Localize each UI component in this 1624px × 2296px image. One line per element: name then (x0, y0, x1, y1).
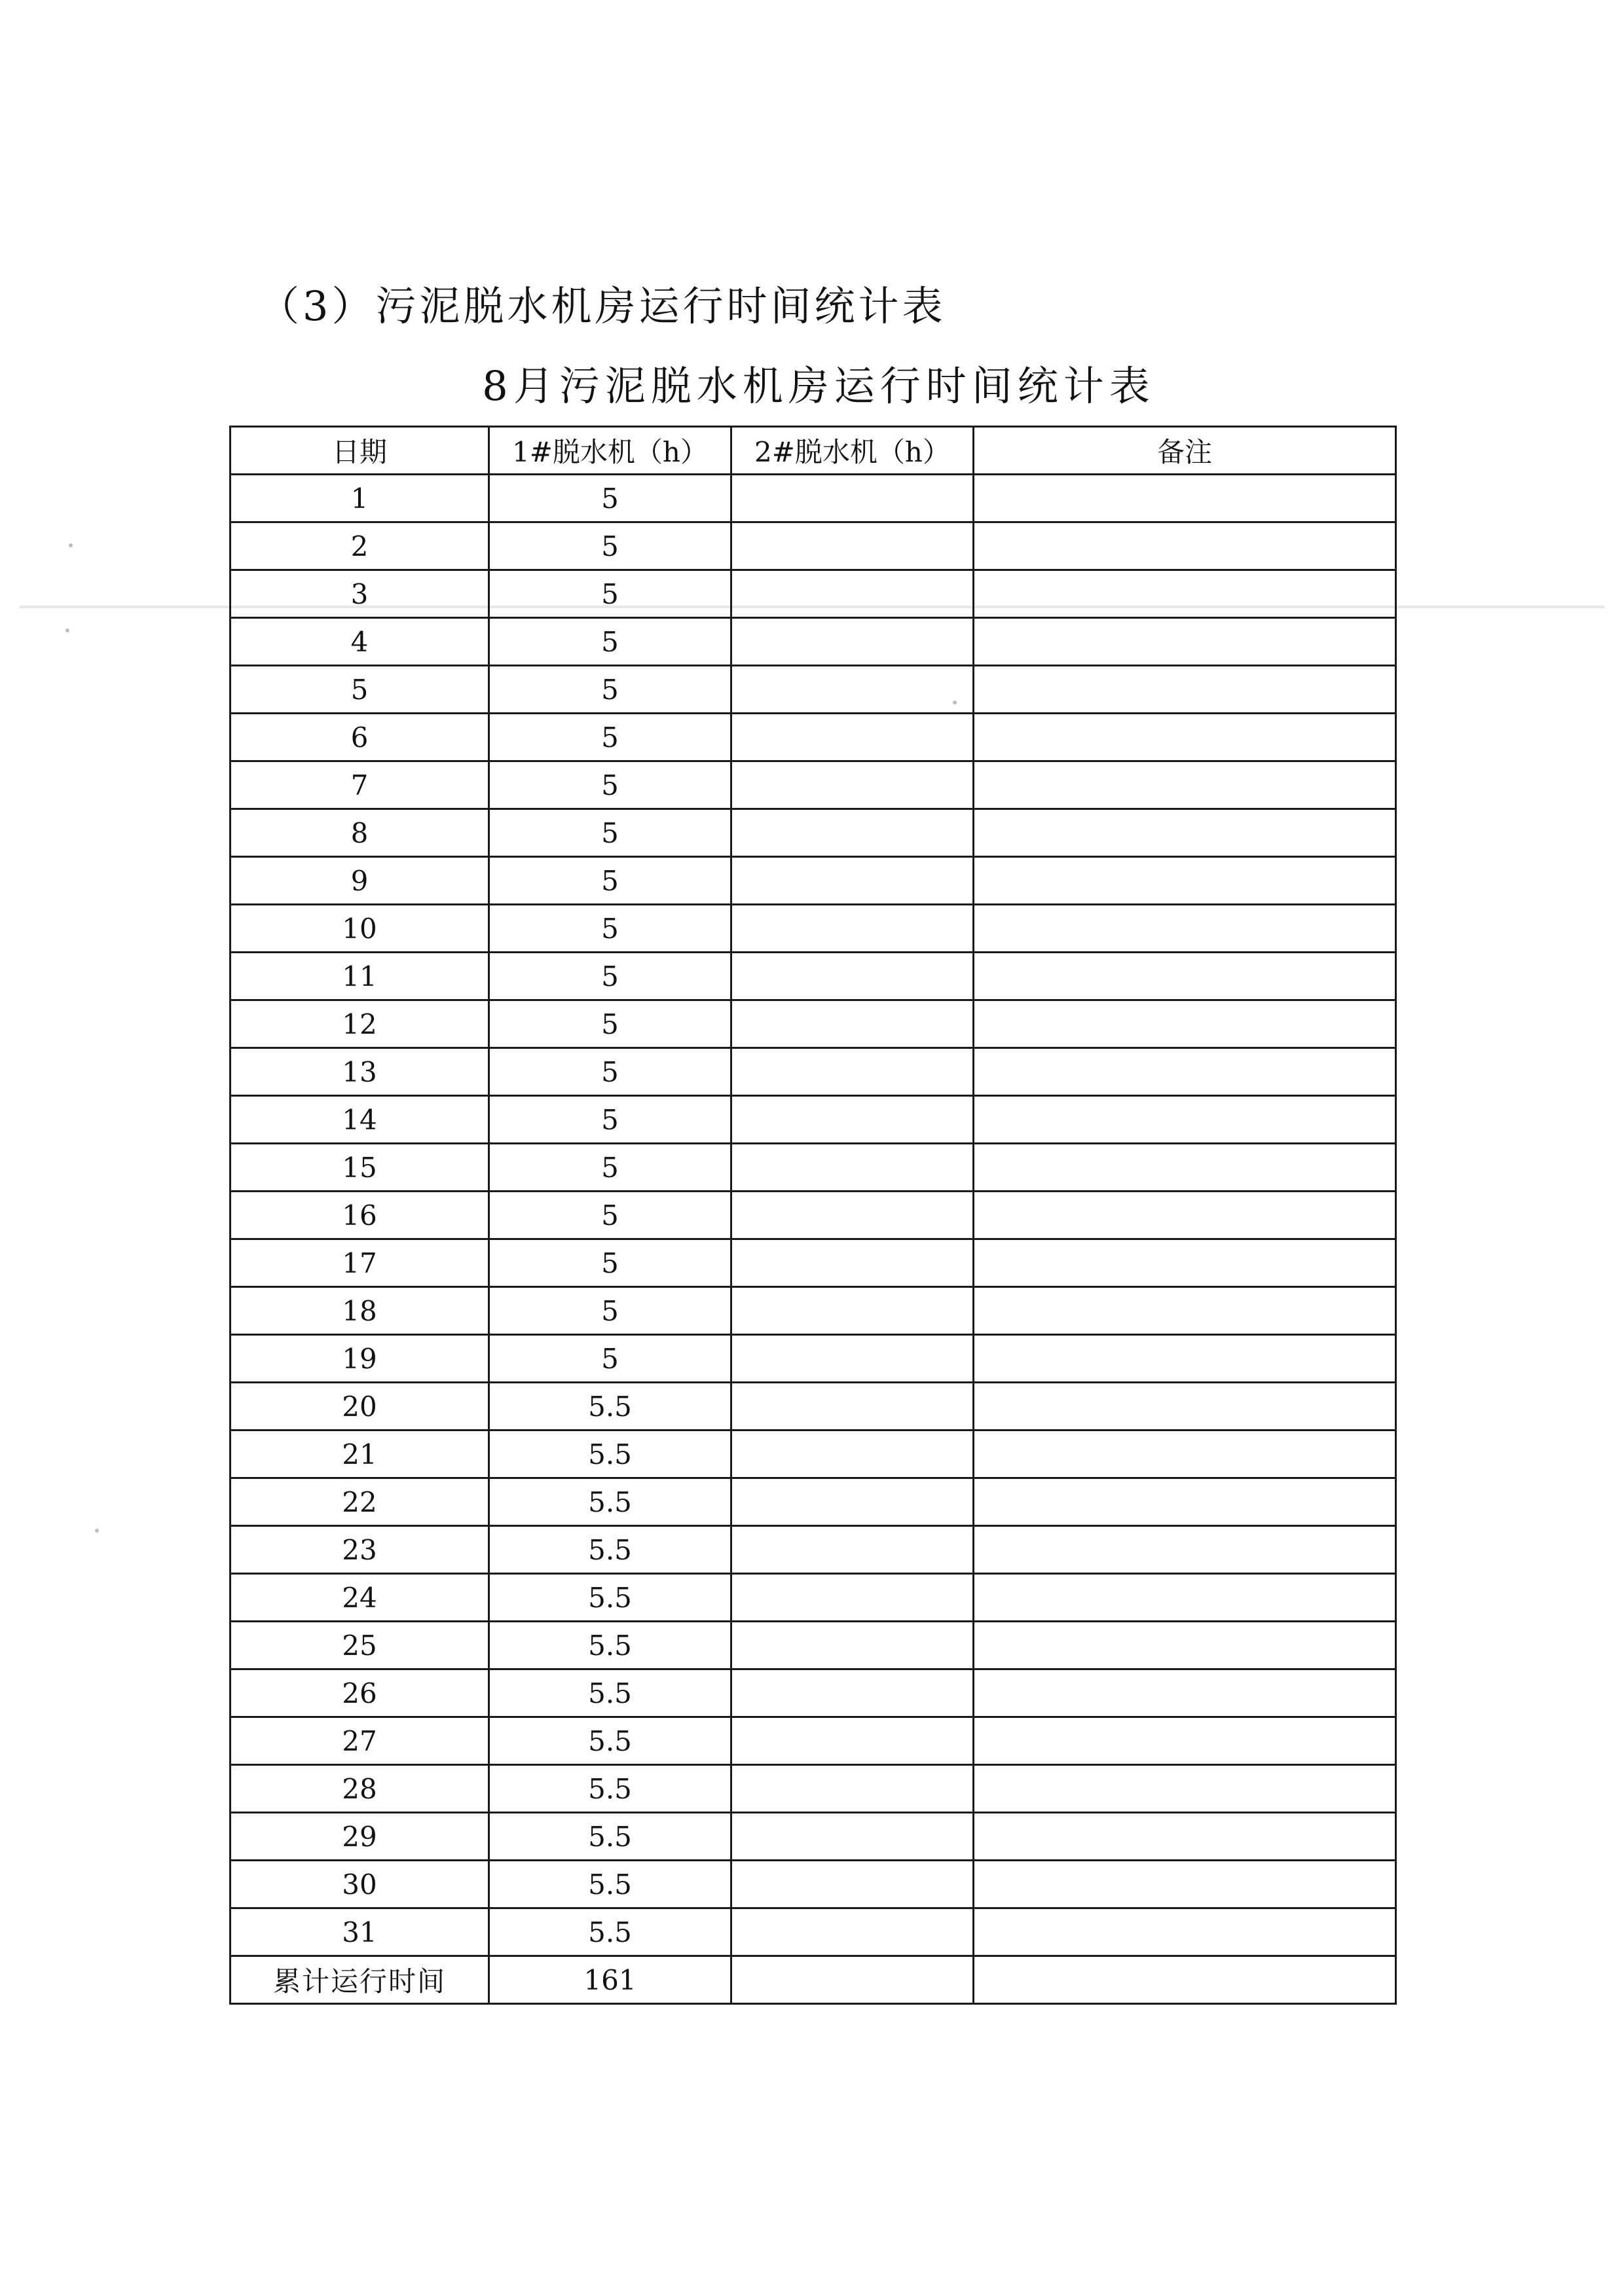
cell-date: 23 (231, 1526, 489, 1574)
table-row (231, 570, 1396, 618)
cell-dewater-1: 5 (489, 1287, 731, 1335)
cell-dewater-2 (731, 857, 974, 905)
cell-dewater-2 (731, 1526, 974, 1574)
table-row (231, 618, 1396, 666)
cell-date: 31 (231, 1908, 489, 1956)
cell-date: 1 (231, 475, 489, 522)
cell-note (974, 618, 1396, 666)
cell-dewater-1: 5 (489, 761, 731, 809)
cell-note (974, 1048, 1396, 1096)
cell-date: 27 (231, 1717, 489, 1765)
cell-dewater-1: 5 (489, 666, 731, 714)
total-note (974, 1956, 1396, 2004)
cell-note (974, 714, 1396, 761)
cell-dewater-2 (731, 475, 974, 522)
cell-dewater-2 (731, 570, 974, 618)
cell-note (974, 1096, 1396, 1144)
cell-date: 21 (231, 1430, 489, 1478)
cell-dewater-2 (731, 1669, 974, 1717)
cell-dewater-2 (731, 1239, 974, 1287)
cell-dewater-2 (731, 1048, 974, 1096)
cell-dewater-2 (731, 666, 974, 714)
cell-dewater-1: 5.5 (489, 1526, 731, 1574)
cell-date: 30 (231, 1861, 489, 1908)
header-dewater-2: 2#脱水机（h） (731, 427, 974, 475)
cell-dewater-2 (731, 1000, 974, 1048)
cell-date: 20 (231, 1383, 489, 1430)
scan-speck (95, 1529, 99, 1533)
total-dewater-1: 161 (489, 1956, 731, 2004)
table-row (231, 857, 1396, 905)
table-row (231, 1096, 1396, 1144)
cell-dewater-2 (731, 1765, 974, 1813)
cell-dewater-1: 5.5 (489, 1765, 731, 1813)
cell-note (974, 1287, 1396, 1335)
table-row (231, 761, 1396, 809)
cell-note (974, 1478, 1396, 1526)
cell-dewater-2 (731, 1192, 974, 1239)
cell-note (974, 1765, 1396, 1813)
cell-dewater-1: 5.5 (489, 1622, 731, 1669)
cell-dewater-2 (731, 1287, 974, 1335)
cell-note (974, 570, 1396, 618)
cell-dewater-2 (731, 905, 974, 953)
table-row (231, 1239, 1396, 1287)
cell-date: 4 (231, 618, 489, 666)
cell-dewater-2 (731, 809, 974, 857)
cell-note (974, 1908, 1396, 1956)
table-row (231, 1335, 1396, 1383)
cell-dewater-1: 5 (489, 475, 731, 522)
cell-dewater-1: 5 (489, 809, 731, 857)
total-dewater-2 (731, 1956, 974, 2004)
cell-dewater-2 (731, 1861, 974, 1908)
cell-date: 28 (231, 1765, 489, 1813)
cell-dewater-1: 5.5 (489, 1813, 731, 1861)
cell-dewater-2 (731, 522, 974, 570)
cell-note (974, 1526, 1396, 1574)
cell-dewater-1: 5 (489, 570, 731, 618)
runtime-table (229, 426, 1397, 2005)
cell-dewater-2 (731, 1622, 974, 1669)
cell-dewater-2 (731, 1908, 974, 1956)
cell-dewater-2 (731, 761, 974, 809)
cell-dewater-1: 5 (489, 714, 731, 761)
table-row (231, 1574, 1396, 1622)
cell-dewater-2 (731, 1096, 974, 1144)
section-heading: （3）污泥脱水机房运行时间统计表 (259, 282, 946, 330)
table-row (231, 1287, 1396, 1335)
cell-note (974, 1239, 1396, 1287)
cell-note (974, 666, 1396, 714)
cell-dewater-1: 5 (489, 905, 731, 953)
table-row (231, 1383, 1396, 1430)
cell-note (974, 905, 1396, 953)
header-date: 日期 (231, 427, 489, 475)
cell-dewater-2 (731, 1478, 974, 1526)
cell-dewater-1: 5.5 (489, 1383, 731, 1430)
cell-date: 2 (231, 522, 489, 570)
table-row (231, 1000, 1396, 1048)
table-row (231, 1144, 1396, 1192)
cell-note (974, 809, 1396, 857)
cell-dewater-2 (731, 1144, 974, 1192)
cell-dewater-2 (731, 1813, 974, 1861)
cell-date: 15 (231, 1144, 489, 1192)
cell-note (974, 1335, 1396, 1383)
cell-dewater-1: 5 (489, 1048, 731, 1096)
cell-date: 13 (231, 1048, 489, 1096)
cell-date: 29 (231, 1813, 489, 1861)
cell-note (974, 1430, 1396, 1478)
cell-dewater-1: 5 (489, 1000, 731, 1048)
cell-note (974, 1861, 1396, 1908)
table-row (231, 475, 1396, 522)
cell-note (974, 761, 1396, 809)
cell-dewater-1: 5 (489, 857, 731, 905)
cell-dewater-2 (731, 714, 974, 761)
table-row (231, 1861, 1396, 1908)
cell-date: 17 (231, 1239, 489, 1287)
cell-date: 10 (231, 905, 489, 953)
cell-dewater-1: 5 (489, 1144, 731, 1192)
cell-date: 24 (231, 1574, 489, 1622)
cell-dewater-1: 5 (489, 1239, 731, 1287)
cell-dewater-1: 5 (489, 618, 731, 666)
cell-dewater-2 (731, 1430, 974, 1478)
cell-date: 19 (231, 1335, 489, 1383)
table-row (231, 1669, 1396, 1717)
cell-date: 14 (231, 1096, 489, 1144)
cell-dewater-1: 5.5 (489, 1478, 731, 1526)
cell-note (974, 475, 1396, 522)
cell-note (974, 522, 1396, 570)
cell-dewater-1: 5 (489, 953, 731, 1000)
cell-note (974, 1383, 1396, 1430)
table-row (231, 1813, 1396, 1861)
cell-date: 8 (231, 809, 489, 857)
table-header-row (231, 427, 1396, 475)
cell-date: 5 (231, 666, 489, 714)
table-row (231, 1192, 1396, 1239)
table-row (231, 1526, 1396, 1574)
header-dewater-1: 1#脱水机（h） (489, 427, 731, 475)
cell-note (974, 1622, 1396, 1669)
cell-dewater-2 (731, 618, 974, 666)
cell-note (974, 1717, 1396, 1765)
cell-note (974, 1813, 1396, 1861)
total-row (231, 1956, 1396, 2004)
cell-date: 7 (231, 761, 489, 809)
table-row (231, 1908, 1396, 1956)
cell-date: 12 (231, 1000, 489, 1048)
cell-note (974, 857, 1396, 905)
cell-date: 3 (231, 570, 489, 618)
cell-note (974, 1144, 1396, 1192)
cell-dewater-1: 5.5 (489, 1430, 731, 1478)
scan-speck (65, 629, 69, 632)
cell-dewater-2 (731, 1717, 974, 1765)
cell-dewater-1: 5.5 (489, 1574, 731, 1622)
scan-speck (69, 543, 73, 547)
cell-note (974, 1574, 1396, 1622)
cell-dewater-1: 5 (489, 1096, 731, 1144)
table-row (231, 522, 1396, 570)
cell-date: 6 (231, 714, 489, 761)
cell-dewater-2 (731, 953, 974, 1000)
table-row (231, 1717, 1396, 1765)
cell-date: 11 (231, 953, 489, 1000)
table-row (231, 953, 1396, 1000)
cell-dewater-1: 5.5 (489, 1861, 731, 1908)
table-row (231, 905, 1396, 953)
cell-date: 22 (231, 1478, 489, 1526)
cell-date: 18 (231, 1287, 489, 1335)
cell-date: 16 (231, 1192, 489, 1239)
table-row (231, 666, 1396, 714)
cell-note (974, 1192, 1396, 1239)
total-label: 累计运行时间 (231, 1956, 489, 2004)
cell-dewater-1: 5.5 (489, 1717, 731, 1765)
table-row (231, 1430, 1396, 1478)
header-note: 备注 (974, 427, 1396, 475)
cell-dewater-1: 5.5 (489, 1908, 731, 1956)
cell-note (974, 953, 1396, 1000)
cell-note (974, 1000, 1396, 1048)
table-row (231, 1622, 1396, 1669)
cell-date: 26 (231, 1669, 489, 1717)
cell-note (974, 1669, 1396, 1717)
cell-date: 9 (231, 857, 489, 905)
cell-dewater-1: 5.5 (489, 1669, 731, 1717)
cell-dewater-1: 5 (489, 1335, 731, 1383)
table-row (231, 1048, 1396, 1096)
cell-dewater-2 (731, 1383, 974, 1430)
cell-date: 25 (231, 1622, 489, 1669)
table-row (231, 809, 1396, 857)
table-row (231, 714, 1396, 761)
cell-dewater-1: 5 (489, 1192, 731, 1239)
table-title: 8月污泥脱水机房运行时间统计表 (482, 362, 1155, 410)
cell-dewater-2 (731, 1574, 974, 1622)
cell-dewater-2 (731, 1335, 974, 1383)
table-row (231, 1478, 1396, 1526)
table-row (231, 1765, 1396, 1813)
cell-dewater-1: 5 (489, 522, 731, 570)
